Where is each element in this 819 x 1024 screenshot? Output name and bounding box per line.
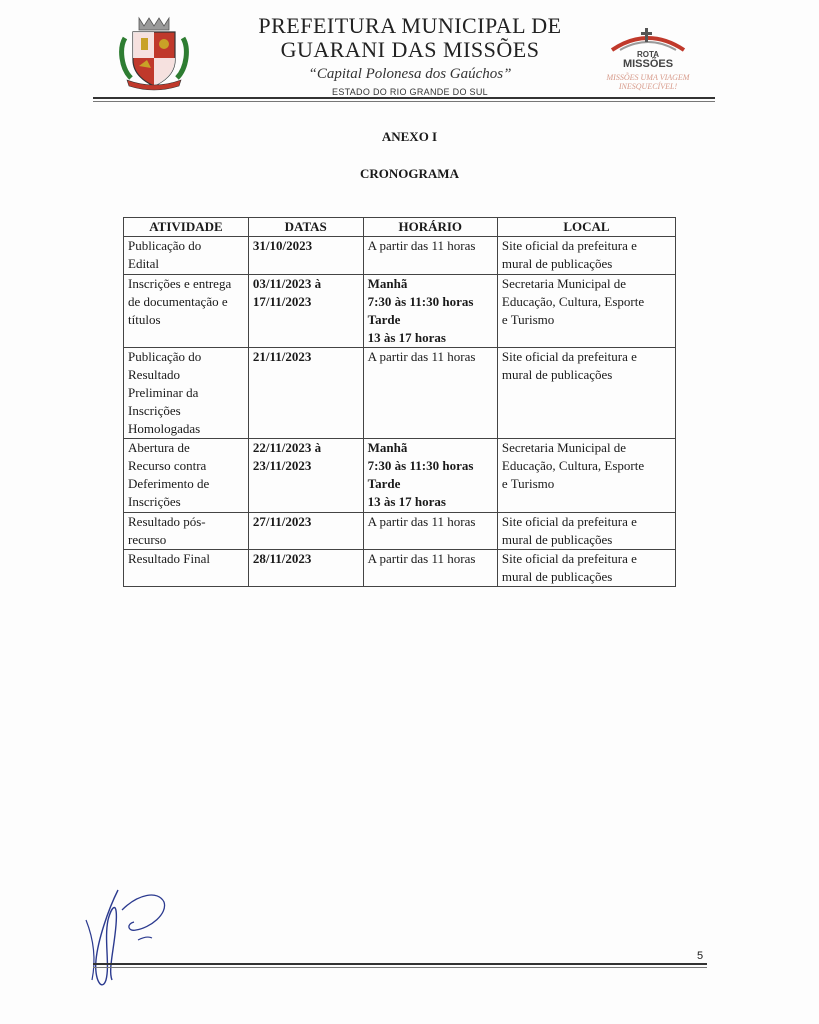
cell-atividade <box>124 348 249 439</box>
rota-missoes-logo <box>592 26 704 106</box>
cell-local <box>497 237 675 275</box>
rota-slogan-line2: INESQUECÍVEL! <box>618 82 678 91</box>
cell-line: mural de publicações <box>501 256 613 271</box>
cell-datas <box>248 275 363 348</box>
cell-local <box>497 439 675 513</box>
table-row <box>124 550 676 587</box>
cell-line: 28/11/2023 <box>252 551 312 566</box>
cell-line: Educação, Cultura, Esporte <box>501 458 645 473</box>
table-row <box>124 275 676 348</box>
cell-datas <box>248 439 363 513</box>
cell-line: mural de publicações <box>501 367 613 382</box>
cell-horario <box>363 550 497 587</box>
cell-line: Resultado pós- <box>128 514 206 529</box>
cell-atividade <box>124 275 249 348</box>
cell-horario <box>363 237 497 275</box>
cell-line: 13 às 17 horas <box>367 494 446 509</box>
cell-line: Site oficial da prefeitura e <box>501 349 637 364</box>
cell-line: títulos <box>128 312 161 327</box>
cell-local <box>497 348 675 439</box>
cell-atividade <box>124 550 249 587</box>
table-row <box>124 513 676 550</box>
cell-line: e Turismo <box>501 312 555 327</box>
cell-line: A partir das 11 horas <box>367 514 476 529</box>
header-state: ESTADO DO RIO GRANDE DO SUL <box>332 87 488 97</box>
cell-line: A partir das 11 horas <box>367 349 476 364</box>
column-header-horario: HORÁRIO <box>363 218 497 237</box>
cell-horario <box>363 513 497 550</box>
cell-line: 13 às 17 horas <box>367 330 446 345</box>
cell-line: Inscrições e entrega <box>128 276 232 291</box>
cell-line: Manhã <box>367 276 408 291</box>
cell-line: Abertura de <box>128 440 190 455</box>
cell-atividade <box>124 439 249 513</box>
cell-horario <box>363 348 497 439</box>
rota-slogan-line1: MISSÕES UMA VIAGEM <box>606 73 690 82</box>
cell-line: Homologadas <box>128 421 201 436</box>
cell-line: A partir das 11 horas <box>367 551 476 566</box>
cell-line: 22/11/2023 à <box>252 440 322 455</box>
cell-line: Edital <box>128 256 160 271</box>
cell-line: 7:30 às 11:30 horas <box>367 294 474 309</box>
table-row <box>124 348 676 439</box>
cell-line: Tarde <box>367 312 401 327</box>
cell-local <box>497 513 675 550</box>
cell-line: Tarde <box>367 476 401 491</box>
cell-line: Resultado Final <box>128 551 210 566</box>
cell-line: recurso <box>128 532 167 547</box>
cell-line: Deferimento de <box>128 476 210 491</box>
table-row <box>124 237 676 275</box>
cell-datas <box>248 550 363 587</box>
cell-horario <box>363 439 497 513</box>
header-title-line2: GUARANI DAS MISSÕES <box>280 37 540 62</box>
cell-line: Resultado <box>128 367 180 382</box>
cell-line: Educação, Cultura, Esporte <box>501 294 645 309</box>
cell-datas <box>248 237 363 275</box>
cell-line: Publicação do <box>128 349 202 364</box>
cell-line: 23/11/2023 <box>252 458 312 473</box>
table-header-row <box>124 218 676 237</box>
cell-line: mural de publicações <box>501 569 613 584</box>
cell-line: mural de publicações <box>501 532 613 547</box>
footer-rule-thin <box>93 967 707 968</box>
cell-line: 03/11/2023 à <box>252 276 322 291</box>
rota-word: ROTA <box>636 50 660 59</box>
cell-line: Secretaria Municipal de <box>501 276 627 291</box>
cell-line: 7:30 às 11:30 horas <box>367 458 474 473</box>
header-motto: “Capital Polonesa dos Gaúchos” <box>308 66 512 82</box>
header-rule <box>93 97 715 99</box>
cell-line: 17/11/2023 <box>252 294 312 309</box>
annex-heading: ANEXO I <box>381 129 438 144</box>
column-header-local: LOCAL <box>497 218 675 237</box>
cell-line: A partir das 11 horas <box>367 238 476 253</box>
missoes-word: MISSÕES <box>622 58 674 70</box>
schedule-table <box>123 217 676 587</box>
table-row <box>124 439 676 513</box>
column-header-atividade: ATIVIDADE <box>124 218 249 237</box>
cell-line: 21/11/2023 <box>252 349 312 364</box>
cell-line: 27/11/2023 <box>252 514 312 529</box>
cell-line: Site oficial da prefeitura e <box>501 238 637 253</box>
cell-line: de documentação e <box>128 294 228 309</box>
document-title: CRONOGRAMA <box>360 166 459 181</box>
cell-local <box>497 275 675 348</box>
footer-rule <box>93 963 707 965</box>
cell-line: Manhã <box>367 440 408 455</box>
cell-line: Preliminar da <box>128 385 199 400</box>
cell-datas <box>248 348 363 439</box>
coat-of-arms-logo <box>117 14 191 92</box>
rota-missoes-emblem-icon <box>608 26 688 52</box>
cell-line: Secretaria Municipal de <box>501 440 627 455</box>
header-title-line1: PREFEITURA MUNICIPAL DE <box>258 13 562 38</box>
cell-atividade <box>124 513 249 550</box>
cell-datas <box>248 513 363 550</box>
cell-horario <box>363 275 497 348</box>
cell-line: 31/10/2023 <box>252 238 313 253</box>
cell-atividade <box>124 237 249 275</box>
cell-line: e Turismo <box>501 476 555 491</box>
cell-line: Site oficial da prefeitura e <box>501 514 637 529</box>
handwritten-signature <box>78 880 178 995</box>
cell-line: Publicação do <box>128 238 202 253</box>
cell-line: Site oficial da prefeitura e <box>501 551 637 566</box>
cell-line: Inscrições <box>128 403 181 418</box>
header-title-block <box>200 14 620 98</box>
cell-line: Inscrições <box>128 494 181 509</box>
page-number: 5 <box>697 950 704 962</box>
header-rule-thin <box>93 101 715 102</box>
column-header-datas: DATAS <box>248 218 363 237</box>
cell-line: Recurso contra <box>128 458 207 473</box>
cell-local <box>497 550 675 587</box>
